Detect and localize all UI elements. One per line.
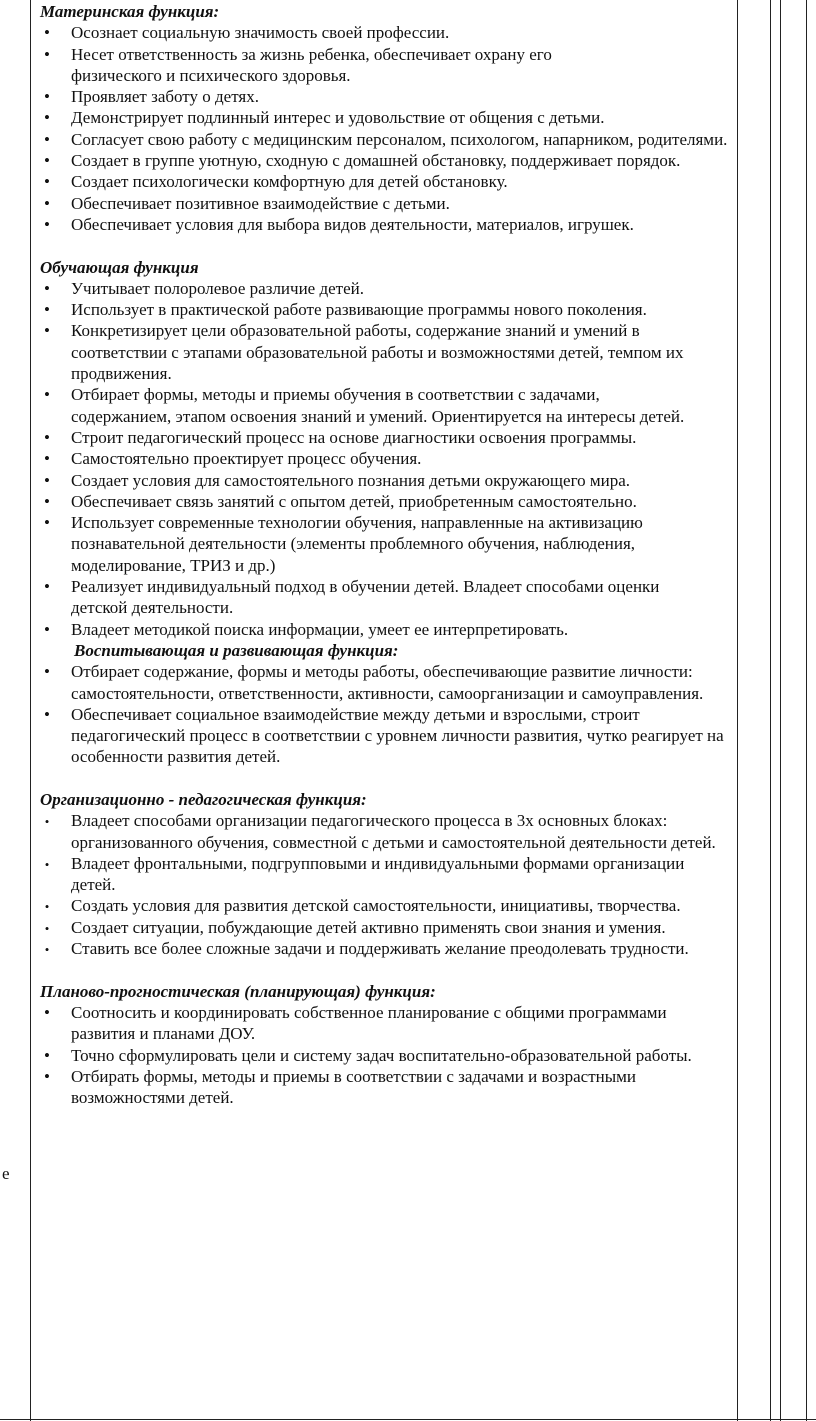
- bullet-icon: [40, 44, 54, 65]
- bullet-icon: [40, 193, 54, 214]
- section-title-organizational: Организационно - педагогическая функция:: [40, 789, 367, 809]
- bullet-icon: [40, 512, 54, 533]
- list-item: • Согласует свою работу с медицинским персоналом, психологом, напарником, родителями.: [40, 129, 735, 150]
- list-item: • Отбирать формы, методы и приемы в соответствии с задачами и возрастными возможностями детей.: [40, 1066, 735, 1109]
- list-item: • Обеспечивает связь занятий с опытом детей, приобретенным самостоятельно.: [40, 491, 735, 512]
- list-item: • Проявляет заботу о детях.: [40, 86, 735, 107]
- list-item: • Обеспечивает социальное взаимодействие между детьми и взрослыми, строит педагогический процесс в соответствии с уровнем личности развития, чутко реагирует на особенности развития детей.: [40, 704, 735, 768]
- list-item: • Создает в группе уютную, сходную с домашней обстановку, поддерживает порядок.: [40, 150, 735, 171]
- list-item: • Владеет методикой поиска информации, умеет ее интерпретировать.: [40, 619, 735, 640]
- bullet-icon: [40, 1045, 54, 1066]
- list-item: • Создать условия для развития детской самостоятельности, инициативы, творчества.: [40, 895, 735, 916]
- list-item: • Ставить все более сложные задачи и поддерживать желание преодолевать трудности.: [40, 938, 735, 959]
- bullet-icon: [40, 917, 54, 939]
- table-cell-content: [40, 0, 735, 1108]
- list-item: • Осознает социальную значимость своей профессии.: [40, 22, 735, 43]
- bullet-icon: [40, 895, 54, 917]
- table-border-col2: [737, 0, 738, 1421]
- bullet-icon: [40, 427, 54, 448]
- list-item: • Владеет фронтальными, подгрупповыми и индивидуальными формами организации детей.: [40, 853, 735, 896]
- table-border-col3: [770, 0, 771, 1421]
- section-list-teaching: [40, 278, 735, 640]
- table-border-col4: [780, 0, 781, 1421]
- bullet-icon: [40, 129, 54, 150]
- list-item: • Точно сформулировать цели и систему задач воспитательно-образовательной работы.: [40, 1045, 735, 1066]
- list-item: • Строит педагогический процесс на основе диагностики освоения программы.: [40, 427, 735, 448]
- section-title-planning: Планово-прогностическая (планирующая) функция:: [40, 981, 436, 1001]
- bullet-icon: [40, 470, 54, 491]
- section-title-upbringing: Воспитывающая и развивающая функция:: [74, 640, 399, 660]
- list-item: • Отбирает содержание, формы и методы работы, обеспечивающие развитие личности: самостоятельности, ответственности, активности, самоорганизации и самоуправления.: [40, 661, 735, 704]
- bullet-icon: [40, 448, 54, 469]
- bullet-icon: [40, 22, 54, 43]
- list-item: • Использует в практической работе развивающие программы нового поколения.: [40, 299, 735, 320]
- bullet-icon: [40, 576, 54, 597]
- list-item: • Создает условия для самостоятельного познания детьми окружающего мира.: [40, 470, 735, 491]
- bullet-icon: [40, 853, 54, 875]
- bullet-icon: [40, 704, 54, 725]
- bullet-icon: [40, 1002, 54, 1023]
- section-list-planning: [40, 1002, 735, 1108]
- section-list-upbringing: [40, 661, 735, 767]
- bullet-icon: [40, 299, 54, 320]
- bullet-icon: [40, 107, 54, 128]
- list-item: • Соотносить и координировать собственное планирование с общими программами развития и планами ДОУ.: [40, 1002, 735, 1045]
- list-item: • Обеспечивает условия для выбора видов деятельности, материалов, игрушек.: [40, 214, 735, 235]
- list-item: • Демонстрирует подлинный интерес и удовольствие от общения с детьми.: [40, 107, 735, 128]
- section-title-teaching: Обучающая функция: [40, 257, 199, 277]
- list-item: • Реализует индивидуальный подход в обучении детей. Владеет способами оценки детской деятельности.: [40, 576, 735, 619]
- list-item: • Отбирает формы, методы и приемы обучения в соответствии с задачами, содержанием, этапом освоения знаний и умений. Ориентируется на интересы детей.: [40, 384, 735, 427]
- section-title-maternal: Материнская функция:: [40, 2, 220, 21]
- bullet-icon: [40, 86, 54, 107]
- list-item: • Использует современные технологии обучения, направленные на активизацию познавательной деятельности (элементы проблемного обучения, наблюдения, моделирование, ТРИЗ и др.): [40, 512, 735, 576]
- bullet-icon: [40, 171, 54, 192]
- bullet-icon: [40, 384, 54, 405]
- list-item: • Создает психологически комфортную для детей обстановку.: [40, 171, 735, 192]
- bullet-icon: [40, 661, 54, 682]
- bullet-icon: [40, 278, 54, 299]
- list-item: • Конкретизирует цели образовательной работы, содержание знаний и умений в соответствии с этапами образовательной работы и возможностями детей, темпом их продвижения.: [40, 320, 735, 384]
- bullet-icon: [40, 1066, 54, 1087]
- bullet-icon: [40, 320, 54, 341]
- list-item: • Учитывает полоролевое различие детей.: [40, 278, 735, 299]
- list-item: • Самостоятельно проектирует процесс обучения.: [40, 448, 735, 469]
- bullet-icon: [40, 938, 54, 960]
- bullet-icon: [40, 214, 54, 235]
- section-list-organizational: [40, 810, 735, 959]
- list-item: • Создает ситуации, побуждающие детей активно применять свои знания и умения.: [40, 917, 735, 938]
- table-border-bottom: [0, 1419, 816, 1420]
- bullet-icon: [40, 619, 54, 640]
- list-item: • Владеет способами организации педагогического процесса в 3х основных блоках: организованного обучения, совместной с детьми и самостоятельной деятельности детей.: [40, 810, 735, 853]
- section-list-maternal: [40, 22, 735, 235]
- table-border-left: [30, 0, 31, 1421]
- bullet-icon: [40, 491, 54, 512]
- table-border-right: [806, 0, 807, 1421]
- bullet-icon: [40, 810, 54, 832]
- bullet-icon: [40, 150, 54, 171]
- list-item: • Несет ответственность за жизнь ребенка, обеспечивает охрану его физического и психического здоровья.: [40, 44, 735, 87]
- left-column-text: е: [2, 1164, 10, 1183]
- list-item: • Обеспечивает позитивное взаимодействие с детьми.: [40, 193, 735, 214]
